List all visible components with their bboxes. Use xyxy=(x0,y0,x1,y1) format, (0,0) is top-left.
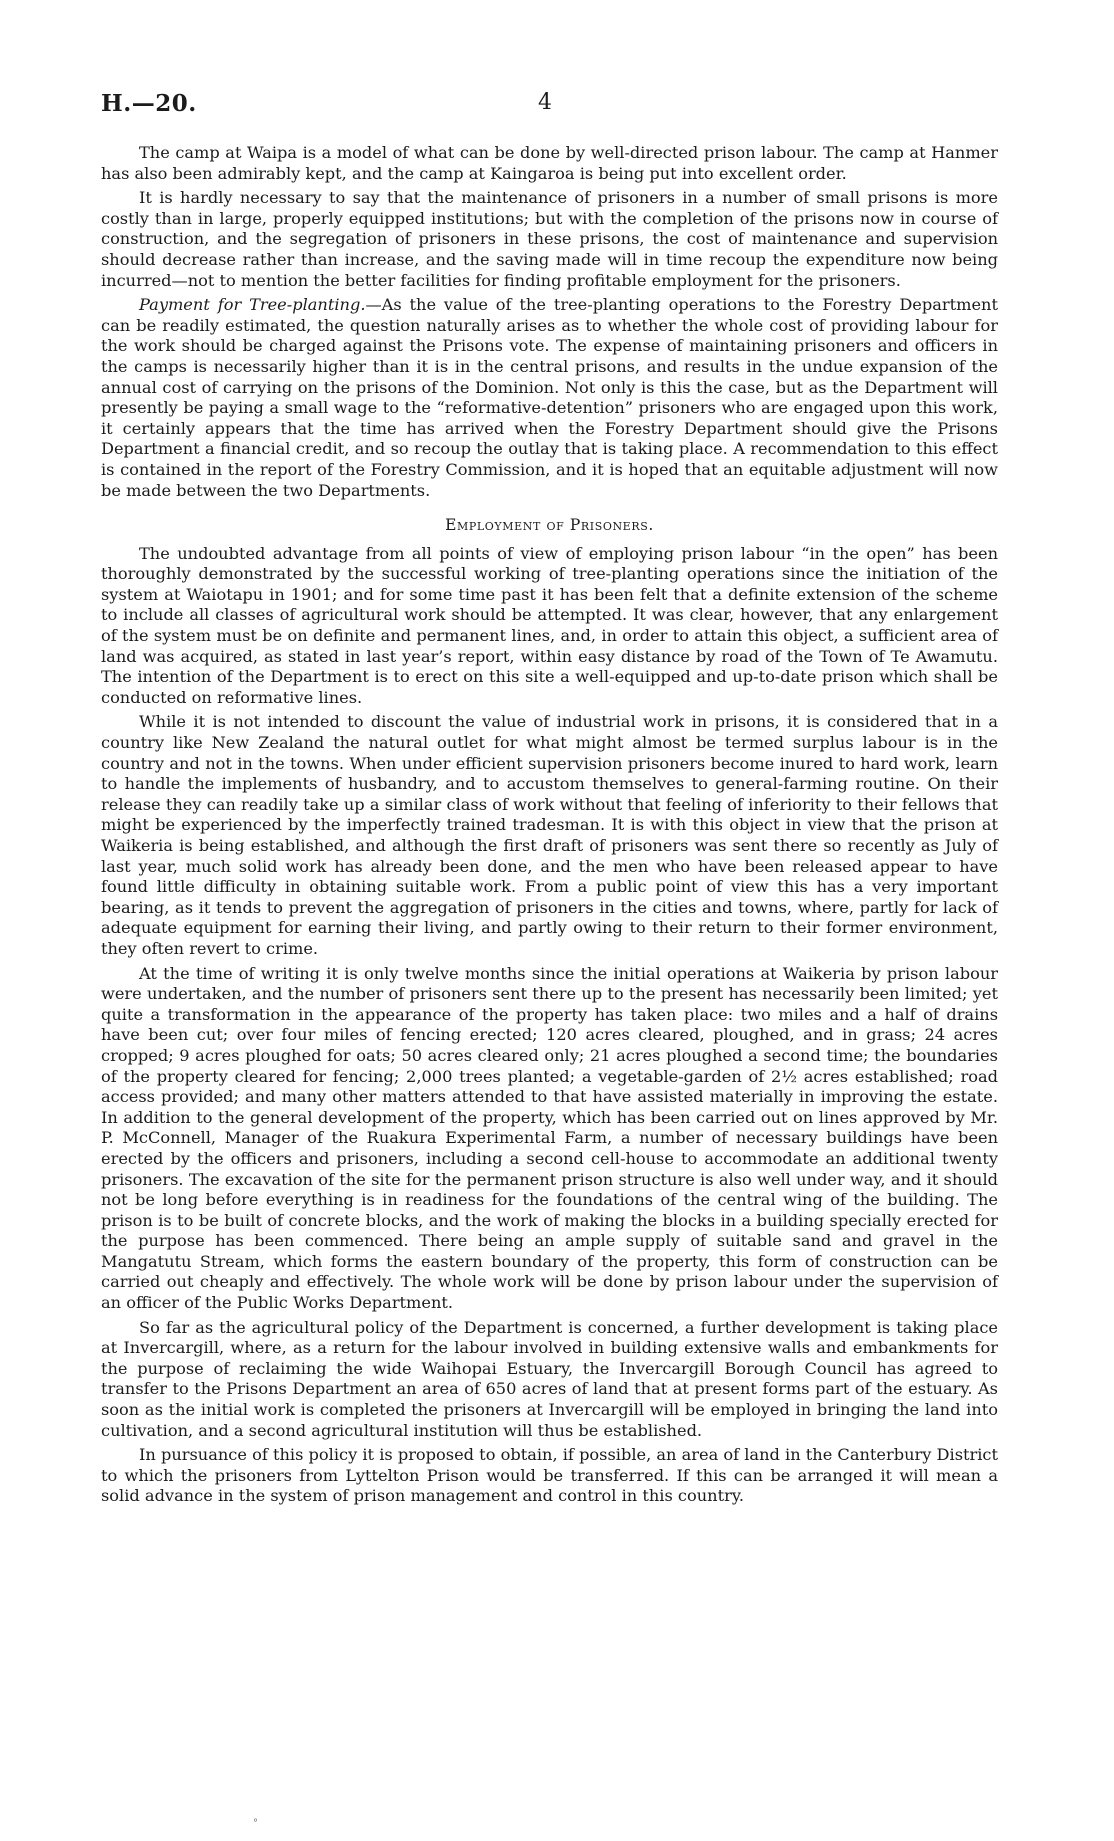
paragraph-camps: The camp at Waipa is a model of what can be done by well-directed prison labour. The camp at Hanmer has also been admirably kept, and the camp at Kaingaroa is being put into excellent order. xyxy=(101,143,998,183)
parliamentary-paper-reference: H.—20. xyxy=(101,90,197,117)
paragraph-invercargill: So far as the agricultural policy of the Department is concerned, a further development is taking place at Invercargill, where, as a return for the labour involved in building extensive walls and embankments for the purpose of reclaiming the wide Waihopai Estuary, the Invercargill Borough Council has agreed to transfer to the Prisons Department an area of 650 acres of land that at present forms part of the estuary. As soon as the initial work is completed the prisoners at Invercargill will be employed in bringing the land into cultivation, and a second agricultural institution will thus be established. xyxy=(101,1317,998,1440)
paragraph-waikeria-progress: At the time of writing it is only twelve months since the initial operations at Waikeria by prison labour were undertaken, and the number of prisoners sent there up to the present has necessarily been limited; yet quite a transformation in the appearance of the property has taken place: two miles and a half of drains have been cut; over four miles of fencing erected; 120 acres cleared, ploughed, and in grass; 24 acres cropped; 9 acres ploughed for oats; 50 acres cleared only; 21 acres ploughed a second time; the boundaries of the property cleared for fencing; 2,000 trees planted; a vegetable-garden of 2½ acres established; road access provided; and many other matters attended to that have assisted materially in improving the estate. In addition to the general development of the property, which has been carried out on lines approved by Mr. P. McConnell, Manager of the Ruakura Experimental Farm, a number of necessary buildings have been erected by the officers and prisoners, including a second cell-house to accommodate an additional twenty prisoners. The excavation of the site for the permanent prison structure is also well under way, and it should not be long before everything is in readiness for the foundations of the central wing of the building. The prison is to be built of concrete blocks, and the work of making the blocks in a building specially erected for the purpose has been commenced. There being an ample supply of suitable sand and gravel in the Mangatutu Stream, which forms the eastern boundary of the property, this form of construction can be carried out cheaply and effectively. The whole work will be done by prison labour under the supervision of an officer of the Public Works Department. xyxy=(101,963,998,1313)
payment-lead: Payment for Tree-planting. xyxy=(139,295,366,315)
payment-text: —As the value of the tree-planting operations to the Forestry Department can be readily estimated, the question naturally arises as to whether the whole cost of providing labour for the work should be charged against the Prisons vote. The expense of maintaining prisoners and officers in the camps is necessarily higher than it is in the central prisons, and results in the undue expansion of the annual cost of carrying on the prisons of the Dominion. Not only is this the case, but as the Department will presently be paying a small wage to the “reformative-detention” prisoners who are engaged upon this work, it certainly appears that the time has arrived when the Forestry Department should give the Prisons Department a financial credit, and so recoup the outlay that is taking place. A recommendation to this effect is contained in the report of the Forestry Commission, and it is hoped that an equitable adjustment will now be made between the two Departments. xyxy=(101,295,998,500)
paragraph-maintenance: It is hardly necessary to say that the maintenance of prisoners in a number of small prisons is more costly than in large, properly equipped institutions; but with the completion of the prisons now in course of construction, and the segregation of prisoners in these prisons, the cost of maintenance and supervision should decrease rather than increase, and the saving made will in time recoup the expenditure now being incurred—not to mention the better facilities for finding profitable employment for the prisoners. xyxy=(101,188,998,290)
paragraph-canterbury: In pursuance of this policy it is proposed to obtain, if possible, an area of land in the Canterbury District to which the prisoners from Lyttelton Prison would be transferred. If this can be arranged it will mean a solid advance in the system of prison management and control in this country. xyxy=(101,1445,998,1506)
paragraph-industrial-work: While it is not intended to discount the value of industrial work in prisons, it is considered that in a country like New Zealand the natural outlet for what might almost be termed surplus labour is in the country and not in the towns. When under efficient supervision prisoners become inured to hard work, learn to handle the implements of husbandry, and to accustom themselves to general-farming routine. On their release they can readily take up a similar class of work without that feeling of inferiority to their fellows that might be experienced by the imperfectly trained tradesman. It is with this object in view that the prison at Waikeria is being established, and although the first draft of prisoners was sent there so recently as July of last year, much solid work has already been done, and the men who have been released appear to have found little difficulty in obtaining suitable work. From a public point of view this has a very important bearing, as it tends to prevent the aggregation of prisoners in the cities and towns, where, partly for lack of adequate equipment for earning their living, and partly owing to their return to their former environment, they often revert to crime. xyxy=(101,712,998,958)
page-number: 4 xyxy=(538,90,552,115)
section-heading-employment: Employment of Prisoners. xyxy=(445,516,654,535)
scan-speck: ° xyxy=(253,1818,258,1829)
paragraph-payment xyxy=(101,295,998,501)
body-text xyxy=(101,143,998,1511)
paragraph-open-labour: The undoubted advantage from all points of view of employing prison labour “in the open” has been thoroughly demonstrated by the successful working of tree-planting operations since the initiation of the system at Waiotapu in 1901; and for some time past it has been felt that a definite extension of the scheme to include all classes of agricultural work should be attempted. It was clear, however, that any enlargement of the system must be on definite and permanent lines, and, in order to attain this object, a sufficient area of land was acquired, as stated in last year’s report, within easy distance by road of the Town of Te Awamutu. The intention of the Department is to erect on this site a well-equipped and up-to-date prison which shall be conducted on reformative lines. xyxy=(101,543,998,707)
